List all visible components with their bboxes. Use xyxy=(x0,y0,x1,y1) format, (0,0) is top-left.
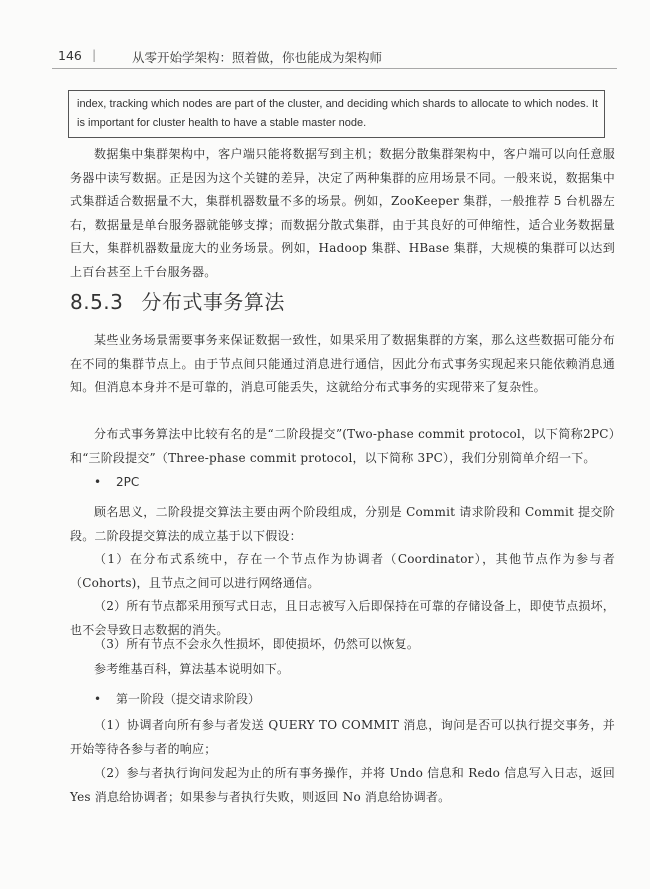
paragraph-3: 顾名思义，二阶段提交算法主要由两个阶段组成，分别是 Commit 请求阶段和 Commit 提交阶段。二阶段提交算法的成立基于以下假设： xyxy=(70,505,615,543)
book-title: 从零开始学架构：照着做，你也能成为架构师 xyxy=(132,50,383,65)
paragraph-4: 参考维基百科，算法基本说明如下。 xyxy=(94,662,290,676)
page-number: 146 xyxy=(58,48,82,63)
intro-paragraph: 数据集中集群架构中，客户端只能将数据写到主机；数据分散集群架构中，客户端可以向任意服务器中读写数据。正是因为这个关键的差异，决定了两种集群的应用场景不同。一般来说，数据集中式集群适合数据量不大，集群机器数量不多的场景。例如，ZooKeeper 集群，一般推荐 5 台机器左右，数据量是单台服务器就能够支撑；而数据分散式集群，由于其良好的可伸缩性，适合业务数据量巨大，集群机器数量庞大的业务场景。例如，Hadoop 集群、HBase 集群，大规模的集群可以达到上百台甚至上千台服务器。 xyxy=(70,147,615,279)
bullet-phase-1 xyxy=(94,690,260,707)
paragraph-1: 某些业务场景需要事务来保证数据一致性，如果采用了数据集群的方案，那么这些数据可能分布在不同的集群节点上。由于节点间只能通过消息进行通信，因此分布式事务实现起来只能依赖消息通知。但消息本身并不是可靠的，消息可能丢失，这就给分布式事务的实现带来了复杂性。 xyxy=(70,333,615,394)
step-1: （1）协调者向所有参与者发送 QUERY TO COMMIT 消息，询问是否可以执行提交事务，并开始等待各参与者的响应； xyxy=(70,718,615,756)
bullet-2pc xyxy=(94,475,139,489)
paragraph-2: 分布式事务算法中比较有名的是“二阶段提交”(Two-phase commit protocol，以下简称2PC）和“三阶段提交”（Three-phase commit protocol，以下简称 3PC），我们分别简单介绍一下。 xyxy=(70,427,615,465)
section-number: 8.5.3 xyxy=(70,290,124,314)
bullet-dot: • xyxy=(94,475,102,489)
bullet-dot: • xyxy=(94,692,102,706)
section-heading xyxy=(70,286,285,315)
quoted-english-excerpt xyxy=(68,90,605,138)
header-separator: | xyxy=(92,47,97,62)
bullet-phase-1-label: 第一阶段（提交请求阶段） xyxy=(116,692,261,706)
section-title: 分布式事务算法 xyxy=(141,290,285,314)
step-2: （2）参与者执行询问发起为止的所有事务操作，并将 Undo 信息和 Redo 信息写入日志，返回 Yes 消息给协调者；如果参与者执行失败，则返回 No 消息给协调者。 xyxy=(70,766,615,804)
bullet-2pc-label: 2PC xyxy=(116,475,140,489)
page-header xyxy=(52,46,617,69)
assumption-3: （3）所有节点不会永久性损坏，即使损坏，仍然可以恢复。 xyxy=(94,637,420,651)
quote-text: index, tracking which nodes are part of the cluster, and deciding which shards to allocate to which nodes. It is important for cluster health to have a stable master node. xyxy=(77,98,598,129)
assumption-2: （2）所有节点都采用预写式日志，且日志被写入后即保持在可靠的存储设备上，即使节点损坏，也不会导致日志数据的消失。 xyxy=(70,599,615,637)
assumption-1: （1）在分布式系统中，存在一个节点作为协调者（Coordinator），其他节点作为参与者（Cohorts)，且节点之间可以进行网络通信。 xyxy=(70,552,615,590)
